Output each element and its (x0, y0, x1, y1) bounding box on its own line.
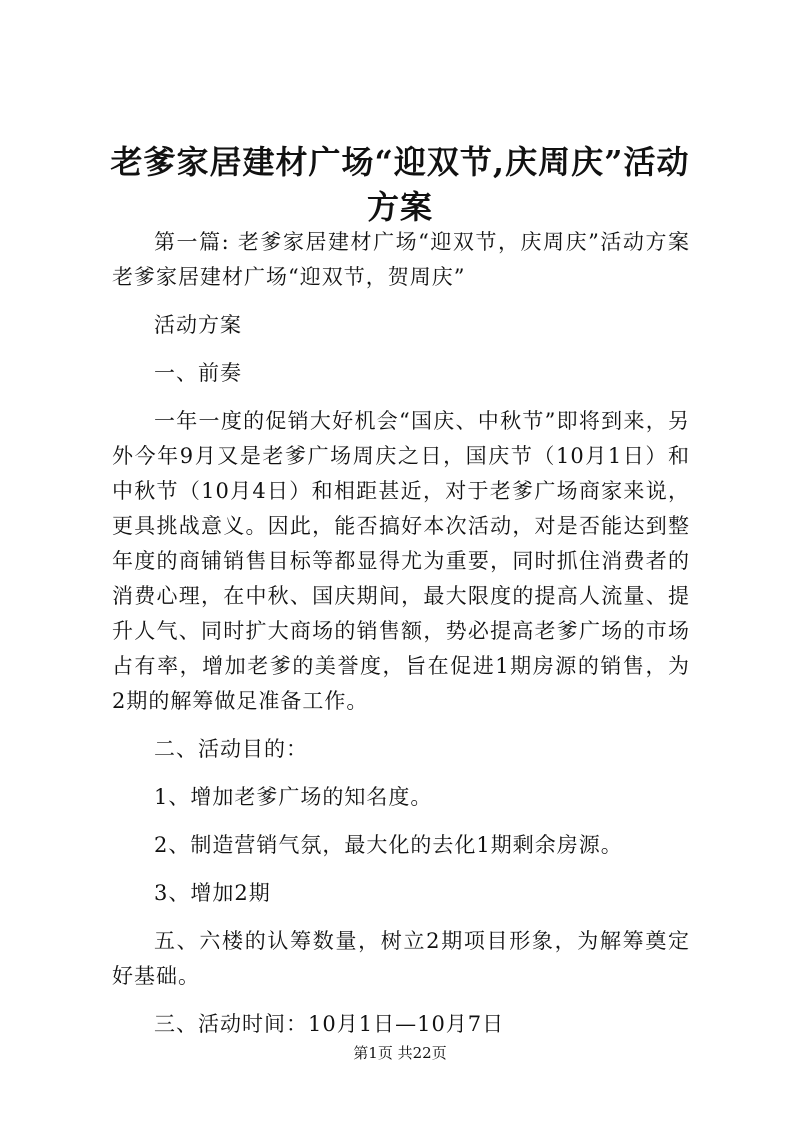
list-item-purpose-2: 2、制造营销气氛，最大化的去化1期剩余房源。 (154, 833, 623, 857)
paragraph-purpose-3-continued: 五、六楼的认筹数量，树立2期项目形象，为解筹奠定好基础。 (112, 929, 690, 988)
section-heading-prelude: 一、前奏 (154, 361, 242, 385)
list-item-purpose-1: 1、增加老爹广场的知名度。 (154, 785, 433, 809)
page-footer: 第1页 共22页 (353, 1044, 447, 1062)
document-title: 老爹家居建材广场“迎双节,庆周庆”活动方案 (110, 143, 690, 226)
list-item-purpose-3: 3、增加2期 (154, 881, 271, 905)
paragraph-intro: 第一篇: 老爹家居建材广场“迎双节，庆周庆”活动方案老爹家居建材广场“迎双节，贺周庆” (112, 230, 690, 289)
section-heading-purpose: 二、活动目的： (154, 737, 308, 761)
document-body (112, 225, 690, 1055)
paragraph-plan-label: 活动方案 (154, 313, 242, 337)
paragraph-prelude-body: 一年一度的促销大好机会“国庆、中秋节”即将到来，另外今年9月又是老爹广场周庆之日，国庆节（10月1日）和中秋节（10月4日）和相距甚近，对于老爹广场商家来说，更具挑战意义。因此，能否搞好本次活动，对是否能达到整年度的商铺销售目标等都显得尤为重要，同时抓住消费者的消费心理，在中秋、国庆期间，最大限度的提高人流量、提升人气、同时扩大商场的销售额，势必提高老爹广场的市场占有率，增加老爹的美誉度，旨在促进1期房源的销售，为2期的解筹做足准备工作。 (112, 409, 690, 713)
section-heading-time: 三、活动时间：10月1日—10月7日 (154, 1012, 505, 1036)
